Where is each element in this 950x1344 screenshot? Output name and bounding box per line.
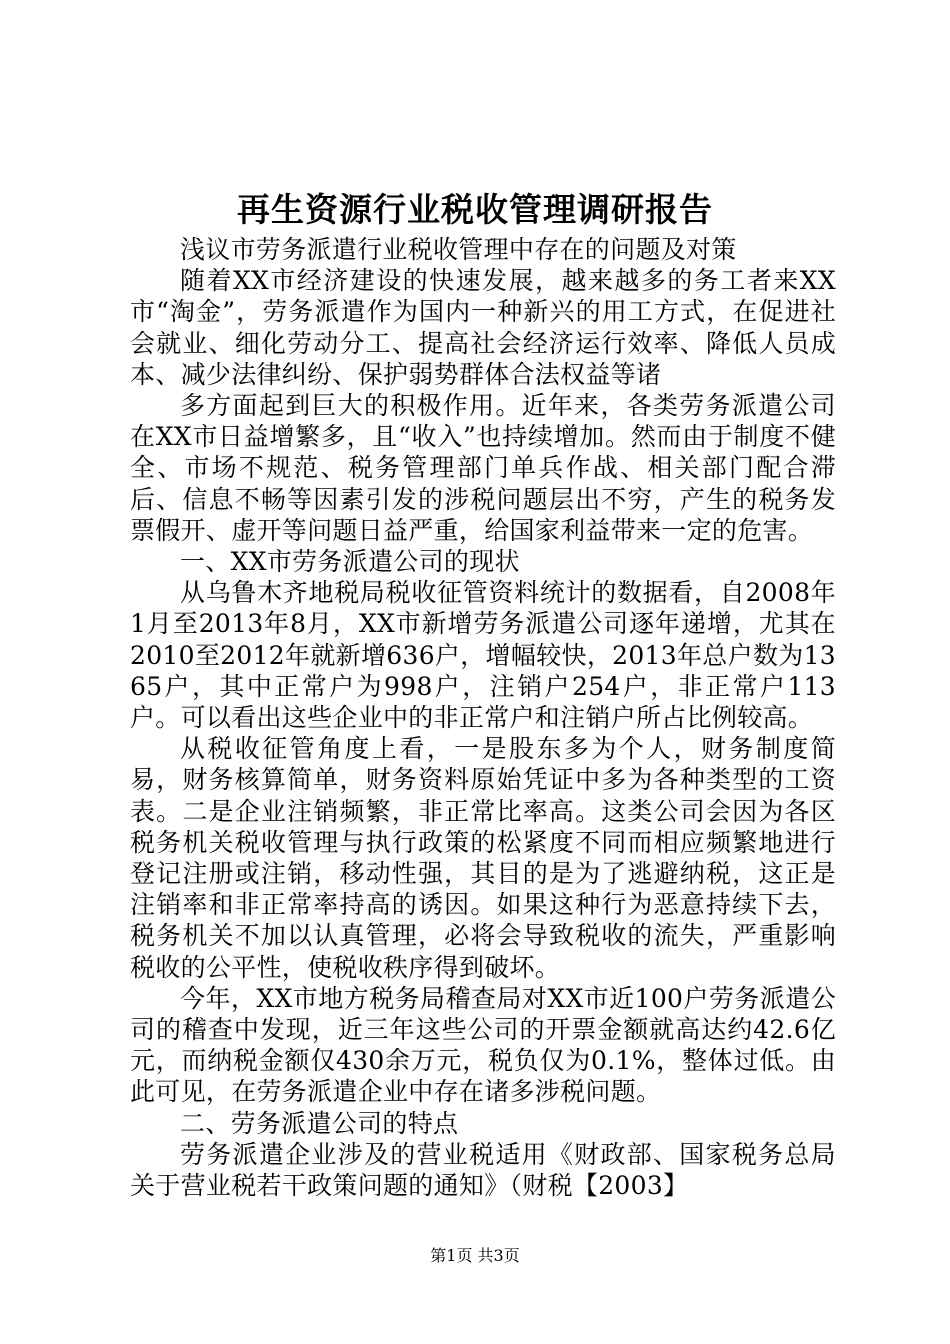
subtitle-line: 浅议市劳务派遣行业税收管理中存在的问题及对策 bbox=[180, 235, 737, 264]
body-paragraph: 从乌鲁木齐地税局税收征管资料统计的数据看，自2008年1月至2013年8月，XX市新增劳务派遣公司逐年递增，尤其在2010至2012年就新增636户，增幅较快，2013年总户数为1365户，其中正常户为998户，注销户254户，非正常户113户。可以看出这些企业中的非正常户和注销户所占比例较高。 bbox=[130, 578, 836, 733]
page-footer: 第1页 共3页 bbox=[430, 1246, 520, 1265]
document-body bbox=[130, 234, 836, 1201]
body-paragraph: 劳务派遣企业涉及的营业税适用《财政部、国家税务总局关于营业税若干政策问题的通知》（财税【2003】 bbox=[130, 1139, 836, 1201]
body-paragraph: 多方面起到巨大的积极作用。近年来，各类劳务派遣公司在XX市日益增繁多，且“收入”也持续增加。然而由于制度不健全、市场不规范、税务管理部门单兵作战、相关部门配合滞后、信息不畅等因素引发的涉税问题层出不穷，产生的税务发票假开、虚开等问题日益严重，给国家利益带来一定的危害。 bbox=[130, 391, 836, 545]
section-heading: 一、XX市劳务派遣公司的现状 bbox=[180, 547, 520, 577]
section-heading: 二、劳务派遣公司的特点 bbox=[180, 1108, 459, 1138]
document-title: 再生资源行业税收管理调研报告 bbox=[237, 190, 713, 229]
body-paragraph: 随着XX市经济建设的快速发展，越来越多的务工者来XX市“淘金”，劳务派遣作为国内一种新兴的用工方式，在促进社会就业、细化劳动分工、提高社会经济运行效率、降低人员成本、减少法律纠纷、保护弱势群体合法权益等诸 bbox=[130, 266, 836, 389]
body-paragraph: 从税收征管角度上看，一是股东多为个人，财务制度简易，财务核算简单，财务资料原始凭证中多为各种类型的工资表。二是企业注销频繁，非正常比率高。这类公司会因为各区税务机关税收管理与执行政策的松紧度不同而相应频繁地进行登记注册或注销，移动性强，其目的是为了逃避纳税，这正是注销率和非正常率持高的诱因。如果这种行为恶意持续下去，税务机关不加以认真管理，必将会导致税收的流失，严重影响税收的公平性，使税收秩序得到破坏。 bbox=[130, 734, 836, 982]
body-paragraph: 今年，XX市地方税务局稽查局对XX市近100户劳务派遣公司的稽查中发现，近三年这些公司的开票金额就高达约42.6亿元，而纳税金额仅430余万元，税负仅为0.1%，整体过低。由此可见，在劳务派遣企业中存在诸多涉税问题。 bbox=[130, 983, 836, 1107]
